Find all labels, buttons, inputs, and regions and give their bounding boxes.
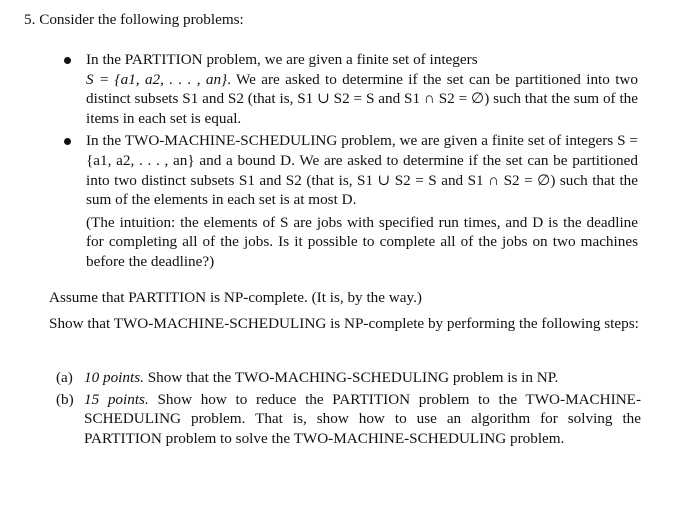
bullet-icon	[64, 57, 71, 64]
task-paragraph: Show that TWO-MACHINE-SCHEDULING is NP-complete by performing the following steps:	[49, 315, 639, 332]
scheduling-definition	[86, 131, 638, 271]
part-a	[56, 368, 641, 388]
part-b	[56, 390, 641, 449]
problem-heading	[24, 10, 664, 30]
partition-lead: In the PARTITION problem, we are given a finite set of integers	[86, 51, 478, 68]
part-label: (a)	[56, 369, 73, 386]
problem-number: 5.	[24, 11, 36, 28]
part-points: 15 points.	[84, 390, 149, 408]
part-label: (b)	[56, 390, 74, 408]
bullet-icon	[64, 138, 71, 145]
assumption-paragraph: Assume that PARTITION is NP-complete. (It is, by the way.)	[49, 289, 422, 306]
partition-set-definition: S = {a1, a2, . . . , an}	[86, 70, 228, 88]
partition-definition	[86, 50, 638, 128]
scheduling-intuition: (The intuition: the elements of S are jobs with specified run times, and D is the deadline for completing all of the jobs. Is it possible to complete all of the jobs on two machines before the deadline?)	[86, 213, 638, 270]
problem-definitions-list	[62, 50, 638, 272]
partition-description: . We are asked to determine if the set can be partitioned into two distinct subsets S1 and S2 (that is, S1 ∪ S2 = S and S1 ∩ S2 = ∅) such that the sum of the items in each set is equal.	[86, 70, 638, 127]
part-points: 10 points.	[84, 369, 144, 386]
scheduling-description: In the TWO-MACHINE-SCHEDULING problem, we are given a finite set of integers S = {a1, a2, . . . , an} and a bound D. We are asked to determine if the set can be partitioned into two distinct subsets S1 and S2 (that is, S1 ∪ S2 = S and S1 ∩ S2 = ∅) such that the sum of the elements in each set is at most D.	[86, 132, 638, 209]
parts-list	[56, 368, 641, 448]
part-text: Show that the TWO-MACHING-SCHEDULING problem is in NP.	[147, 369, 559, 386]
part-text: Show how to reduce the PARTITION problem to the TWO-MACHINE-SCHEDULING problem. That is, show how to use an algorithm for solving the PARTITION problem to solve the TWO-MACHINE-SCHEDULING problem.	[84, 390, 641, 447]
problem-intro: Consider the following problems:	[39, 11, 244, 28]
